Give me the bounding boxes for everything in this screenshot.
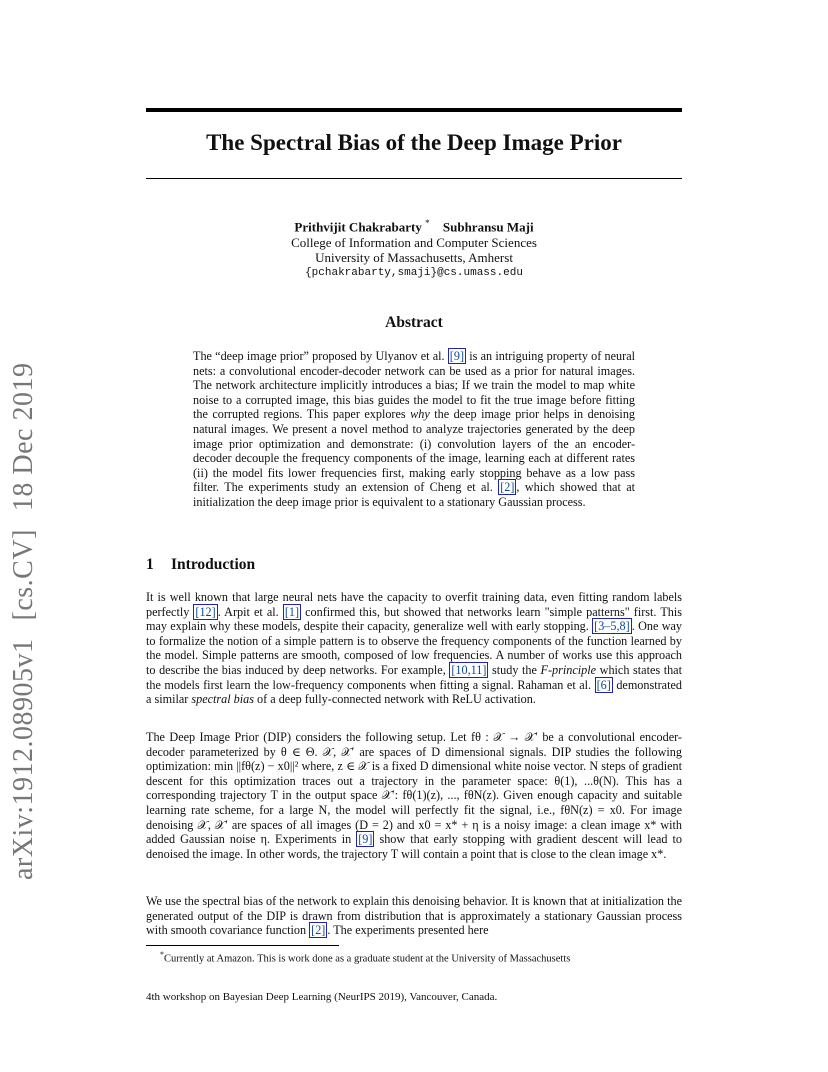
arxiv-stamp bbox=[8, 363, 40, 880]
abstract-text: the deep image prior helps in denoising natural images. We present a novel method to analyze trajectories generated by the deep image prior optimization and demonstrate: (i) convolution layers of the an encoder-decoder decouple the frequency components of the image, learning each at different rates (ii) the model fits lower frequencies first, making early stopping behave as a low pass filter. The experiments study an extension of Cheng et al. bbox=[193, 407, 636, 495]
paragraph-text: θ : 𝒳 → 𝒳′ be a convolutional encoder-decoder parameterized by θ ∈ Θ. 𝒳, 𝒳′ are spaces of D dimensional signals. DIP studies the following optimization: min bbox=[146, 730, 682, 774]
author-2: Subhransu Maji bbox=[442, 219, 534, 235]
citation-link[interactable]: [2] bbox=[311, 923, 326, 938]
abstract-heading: Abstract bbox=[385, 314, 443, 331]
paragraph-emphasis: F-principle bbox=[540, 662, 597, 677]
intro-paragraph-1 bbox=[146, 590, 682, 707]
paragraph-text: . Arpit et al. bbox=[217, 604, 283, 619]
paragraph-text: We use the spectral bias of the network to explain this denoising behavior. It is known that at initialization the generated output of the DIP is drawn from distribution that is approximately a stationary Gaussian process with smooth covariance function bbox=[146, 894, 682, 938]
author-1: Prithvijit Chakrabarty bbox=[294, 219, 422, 235]
paragraph-text: which states that the models first learn the low-frequency components when fitting a signal. Rahaman et al. bbox=[146, 662, 682, 692]
paragraph-text: . One way to formalize the notion of a simple pattern is to observe the frequency components of the function learned by the model. Simple patterns are smooth, composed of low frequencies. A number of works use this approach to describe the bias induced by deep networks. For example, bbox=[146, 619, 683, 677]
abstract-body bbox=[193, 349, 635, 510]
paragraph-text: θ(z) − x bbox=[245, 759, 284, 774]
footnote-text: Currently at Amazon. This is work done as a graduate student at the University of Massachusetts bbox=[164, 953, 571, 965]
author-names bbox=[146, 216, 682, 235]
citation-link[interactable]: [1] bbox=[284, 604, 300, 619]
paragraph-text: confirmed this, but showed that networks learn "simple patterns" first. This may explain why these models, despite their capacity, generalize well with early stopping. bbox=[146, 604, 683, 634]
section-heading bbox=[146, 556, 255, 574]
paragraph-text: It is well known that large neural nets have the capacity to overfit training data, even fitting random labels perfectly bbox=[146, 590, 682, 619]
paragraph-text: study the bbox=[488, 662, 541, 677]
citation-link[interactable]: [2] bbox=[500, 480, 515, 495]
intro-paragraph-3 bbox=[146, 894, 682, 938]
section-number: 1 bbox=[146, 556, 154, 573]
paragraph-emphasis: spectral bias bbox=[191, 692, 254, 707]
paragraph-text: ||f bbox=[233, 759, 246, 774]
venue-line: 4th workshop on Bayesian Deep Learning (NeurIPS 2019), Vancouver, Canada. bbox=[146, 991, 498, 1003]
paragraph-text: of a deep fully-connected network with ReLU activation. bbox=[254, 692, 536, 707]
paper-title: The Spectral Bias of the Deep Image Prior bbox=[206, 130, 622, 155]
abstract-text: The “deep image prior” proposed by Ulyanov et al. bbox=[193, 349, 448, 363]
citation-link[interactable]: [12] bbox=[195, 604, 216, 619]
paragraph-text: The Deep Image Prior (DIP) considers the following setup. Let f bbox=[146, 730, 476, 744]
footnote-rule bbox=[146, 945, 339, 946]
paragraph-text: 0||² where, z ∈ 𝒳 is a fixed D dimensional white noise vector. N steps of gradient descent for this optimization traces out a trajectory in the parameter space: θ(1), ...θ(N). This has a corresponding trajectory T in the output space 𝒳′: fθ(1)(z), ..., fθN(z). Given enough capacity and suitable learning rate scheme, for a large N, the model will perfectly fit the signal, i.e., fθN(z) = x0. For image denoising 𝒳, 𝒳′ are spaces of all images (D = 2) and x0 = x* + η is a noisy image: a clean image x* with added Gaussian noise η. Experiments in bbox=[146, 759, 682, 847]
affiliation-2: University of Massachusetts, Amherst bbox=[315, 250, 513, 266]
citation-link[interactable]: [3–5,8] bbox=[594, 619, 630, 634]
affiliation-1: College of Information and Computer Sciences bbox=[291, 234, 537, 250]
footnote-mark: * bbox=[160, 950, 164, 959]
title-top-rule bbox=[146, 108, 682, 112]
author-block bbox=[146, 216, 682, 281]
arxiv-category: [cs.CV] bbox=[8, 529, 39, 621]
citation-link[interactable]: [9] bbox=[358, 832, 373, 847]
arxiv-date: 18 Dec 2019 bbox=[8, 362, 39, 512]
paragraph-text: show that early stopping with gradient descent will lead to denoised the image. In other words, the trajectory T will contain a point that is close to the clean image x*. bbox=[146, 832, 682, 861]
footnote bbox=[160, 950, 570, 965]
paragraph-text: demonstrated a similar bbox=[146, 677, 682, 707]
author-1-footnote-mark: * bbox=[425, 218, 430, 228]
abstract-emphasis: why bbox=[410, 407, 430, 422]
intro-paragraph-2 bbox=[146, 730, 682, 861]
section-title: Introduction bbox=[171, 556, 256, 573]
title-bottom-rule bbox=[146, 178, 682, 179]
paragraph-text: . The experiments presented here bbox=[327, 923, 489, 938]
abstract-text: , which showed that at initialization the deep image prior is equivalent to a stationary Gaussian process. bbox=[193, 480, 635, 509]
arxiv-id: arXiv:1912.08905v1 bbox=[8, 638, 39, 880]
citation-link[interactable]: [10,11] bbox=[451, 662, 487, 677]
abstract-text: is an intriguing property of neural nets: a convolutional encoder-decoder network can be used as a prior for natural images. The network architecture implicitly introduces a bias; If we train the model to map white noise to a corrupted image, this bias guides the model to fit the true image before fitting the corrupted regions. This paper explores bbox=[193, 349, 635, 422]
author-email: {pchakrabarty,smaji}@cs.umass.edu bbox=[305, 266, 523, 279]
citation-link[interactable]: [9] bbox=[449, 349, 465, 363]
citation-link[interactable]: [6] bbox=[596, 677, 611, 692]
